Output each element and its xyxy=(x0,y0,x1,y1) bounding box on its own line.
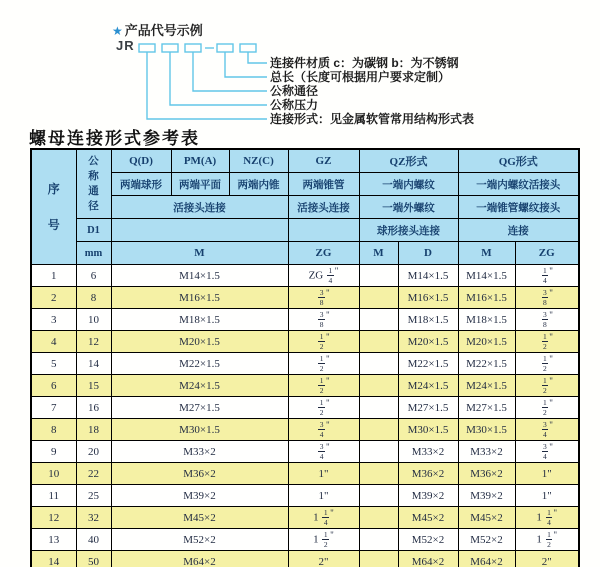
cell-no: 5 xyxy=(31,353,76,375)
cell-qzm xyxy=(359,331,398,353)
cell-dn: 15 xyxy=(76,375,111,397)
cell-no: 11 xyxy=(31,485,76,507)
cell-qgzg: $\frac{3}{4}$ " xyxy=(515,419,579,441)
table-body xyxy=(31,265,579,567)
table-row xyxy=(31,419,579,441)
cell-qzd: M33×2 xyxy=(398,441,458,463)
legend-label-length: 总长（长度可根据用户要求定制） xyxy=(270,70,451,84)
cell-qgm: M18×1.5 xyxy=(458,309,515,331)
cell-m: M27×1.5 xyxy=(111,397,288,419)
cell-m: M14×1.5 xyxy=(111,265,288,287)
header-mm: mm xyxy=(76,242,111,265)
cell-dn: 8 xyxy=(76,287,111,309)
cell-m: M22×1.5 xyxy=(111,353,288,375)
cell-no: 14 xyxy=(31,551,76,567)
cell-m: M36×2 xyxy=(111,463,288,485)
cell-qzm xyxy=(359,309,398,331)
table-row xyxy=(31,331,579,353)
cell-qzd: M45×2 xyxy=(398,507,458,529)
cell-qzm xyxy=(359,485,398,507)
cell-qgzg: 1 $\frac{1}{2}$ " xyxy=(515,529,579,551)
cell-dn: 16 xyxy=(76,397,111,419)
cell-qgzg: 1" xyxy=(515,485,579,507)
header-qz: QZ形式 xyxy=(359,149,458,173)
cell-gz: $\frac{1}{2}$ " xyxy=(288,375,359,397)
cell-no: 4 xyxy=(31,331,76,353)
cell-qgm: M30×1.5 xyxy=(458,419,515,441)
cell-no: 13 xyxy=(31,529,76,551)
cell-qzd: M14×1.5 xyxy=(398,265,458,287)
table-row xyxy=(31,551,579,567)
leader-line xyxy=(248,52,267,63)
leader-line xyxy=(225,52,267,77)
header-d1: D1 xyxy=(76,219,111,242)
cell-dn: 25 xyxy=(76,485,111,507)
cell-m: M16×1.5 xyxy=(111,287,288,309)
cell-qzm xyxy=(359,397,398,419)
cell-dn: 22 xyxy=(76,463,111,485)
header-qg-zg: ZG xyxy=(515,242,579,265)
header-seq: 序号 xyxy=(31,149,76,265)
cell-gz: $\frac{1}{2}$ " xyxy=(288,397,359,419)
leader-line xyxy=(147,52,267,119)
cell-no: 8 xyxy=(31,419,76,441)
header-pm-desc: 两端平面 xyxy=(171,173,229,196)
cell-dn: 32 xyxy=(76,507,111,529)
cell-no: 10 xyxy=(31,463,76,485)
cell-qgm: M27×1.5 xyxy=(458,397,515,419)
cell-qgm: M36×2 xyxy=(458,463,515,485)
table-row xyxy=(31,353,579,375)
cell-qzd: M36×2 xyxy=(398,463,458,485)
cell-qzm xyxy=(359,419,398,441)
legend-title-text: 产品代号示例 xyxy=(124,23,203,38)
cell-no: 7 xyxy=(31,397,76,419)
cell-qzm xyxy=(359,287,398,309)
cell-qgzg: 1" xyxy=(515,463,579,485)
cell-m: M20×1.5 xyxy=(111,331,288,353)
cell-qgzg: $\frac{1}{2}$ " xyxy=(515,375,579,397)
cell-qgzg: $\frac{1}{2}$ " xyxy=(515,397,579,419)
header-qg-m: M xyxy=(458,242,515,265)
cell-gz: $\frac{3}{8}$ " xyxy=(288,287,359,309)
cell-m: M45×2 xyxy=(111,507,288,529)
cell-dn: 20 xyxy=(76,441,111,463)
header-nz-desc: 两端内锥 xyxy=(229,173,288,196)
cell-gz: $\frac{3}{4}$ " xyxy=(288,419,359,441)
cell-dn: 14 xyxy=(76,353,111,375)
code-prefix: JR xyxy=(116,38,135,53)
header-pm: PM(A) xyxy=(171,149,229,173)
code-box-icon xyxy=(185,44,201,52)
cell-qzd: M64×2 xyxy=(398,551,458,567)
cell-qzd: M24×1.5 xyxy=(398,375,458,397)
cell-qzd: M20×1.5 xyxy=(398,331,458,353)
header-qz-desc2: 一端外螺纹 xyxy=(359,196,458,219)
legend-label-connection: 连接形式：见金属软管常用结构形式表 xyxy=(270,112,475,126)
cell-gz: 1" xyxy=(288,463,359,485)
table-row xyxy=(31,441,579,463)
legend-label-diameter: 公称通径 xyxy=(270,84,319,98)
cell-qzm xyxy=(359,529,398,551)
cell-qgm: M39×2 xyxy=(458,485,515,507)
table-row xyxy=(31,265,579,287)
cell-qzm xyxy=(359,551,398,567)
cell-m: M18×1.5 xyxy=(111,309,288,331)
legend-label-pressure: 公称压力 xyxy=(270,98,319,112)
header-union-connection: 活接头连接 xyxy=(111,196,288,219)
cell-qgm: M14×1.5 xyxy=(458,265,515,287)
table-row xyxy=(31,463,579,485)
cell-no: 9 xyxy=(31,441,76,463)
cell-qgm: M33×2 xyxy=(458,441,515,463)
leader-line xyxy=(193,52,267,91)
cell-qgm: M16×1.5 xyxy=(458,287,515,309)
leader-line xyxy=(170,52,267,105)
table-row xyxy=(31,309,579,331)
header-nominal-diameter: 公称通径 xyxy=(76,149,111,219)
cell-dn: 18 xyxy=(76,419,111,441)
table-row xyxy=(31,529,579,551)
cell-qgm: M22×1.5 xyxy=(458,353,515,375)
header-q-desc: 两端球形 xyxy=(111,173,171,196)
code-box-icon xyxy=(240,44,256,52)
cell-gz: ZG $\frac{1}{4}$ " xyxy=(288,265,359,287)
cell-m: M24×1.5 xyxy=(111,375,288,397)
cell-gz: 1" xyxy=(288,485,359,507)
cell-qzd: M16×1.5 xyxy=(398,287,458,309)
table-row xyxy=(31,507,579,529)
cell-qzd: M18×1.5 xyxy=(398,309,458,331)
header-qg-desc1: 一端内螺纹活接头 xyxy=(458,173,579,196)
star-icon: ★ xyxy=(112,24,123,38)
code-box-icon xyxy=(139,44,155,52)
cell-dn: 12 xyxy=(76,331,111,353)
cell-qzm xyxy=(359,463,398,485)
cell-qgzg: $\frac{1}{2}$ " xyxy=(515,353,579,375)
cell-dn: 50 xyxy=(76,551,111,567)
cell-qgm: M52×2 xyxy=(458,529,515,551)
cell-qzm xyxy=(359,353,398,375)
header-qz-connection: 球形接头连接 xyxy=(359,219,458,242)
table-row xyxy=(31,375,579,397)
header-empty xyxy=(288,219,359,242)
header-qz-m: M xyxy=(359,242,398,265)
header-empty xyxy=(111,219,288,242)
header-gz: GZ xyxy=(288,149,359,173)
cell-qgm: M64×2 xyxy=(458,551,515,567)
cell-qzd: M30×1.5 xyxy=(398,419,458,441)
cell-qzm xyxy=(359,375,398,397)
header-qz-d: D xyxy=(398,242,458,265)
code-box-icon xyxy=(162,44,178,52)
header-qz-desc1: 一端内螺纹 xyxy=(359,173,458,196)
cell-qgzg: $\frac{1}{4}$ " xyxy=(515,265,579,287)
cell-m: M39×2 xyxy=(111,485,288,507)
cell-gz: 2" xyxy=(288,551,359,567)
cell-gz: $\frac{1}{2}$ " xyxy=(288,331,359,353)
cell-gz: $\frac{3}{8}$ " xyxy=(288,309,359,331)
table-row xyxy=(31,485,579,507)
header-m: M xyxy=(111,242,288,265)
cell-m: M52×2 xyxy=(111,529,288,551)
cell-m: M33×2 xyxy=(111,441,288,463)
cell-qgzg: $\frac{3}{8}$ " xyxy=(515,287,579,309)
code-box-icon xyxy=(217,44,233,52)
cell-no: 12 xyxy=(31,507,76,529)
cell-no: 6 xyxy=(31,375,76,397)
cell-no: 3 xyxy=(31,309,76,331)
cell-dn: 40 xyxy=(76,529,111,551)
cell-qgm: M20×1.5 xyxy=(458,331,515,353)
cell-qgzg: $\frac{3}{8}$ " xyxy=(515,309,579,331)
cell-qgm: M45×2 xyxy=(458,507,515,529)
cell-qgzg: $\frac{3}{4}$ " xyxy=(515,441,579,463)
cell-qzd: M22×1.5 xyxy=(398,353,458,375)
header-gz-desc: 两端锥管 xyxy=(288,173,359,196)
cell-qgzg: $\frac{1}{2}$ " xyxy=(515,331,579,353)
header-q: Q(D) xyxy=(111,149,171,173)
cell-qgzg: 1 $\frac{1}{4}$ " xyxy=(515,507,579,529)
table-title: 螺母连接形式参考表 xyxy=(29,129,200,148)
cell-qzm xyxy=(359,507,398,529)
nut-connection-table xyxy=(30,148,580,567)
header-zg: ZG xyxy=(288,242,359,265)
header-qg: QG形式 xyxy=(458,149,579,173)
cell-dn: 6 xyxy=(76,265,111,287)
header-qg-desc2: 一端锥管螺纹接头 xyxy=(458,196,579,219)
header-qg-connection: 连接 xyxy=(458,219,579,242)
cell-qzd: M39×2 xyxy=(398,485,458,507)
cell-qzd: M27×1.5 xyxy=(398,397,458,419)
cell-m: M30×1.5 xyxy=(111,419,288,441)
header-nz: NZ(C) xyxy=(229,149,288,173)
cell-no: 2 xyxy=(31,287,76,309)
cell-gz: 1 $\frac{1}{2}$ " xyxy=(288,529,359,551)
cell-gz: 1 $\frac{1}{4}$ " xyxy=(288,507,359,529)
legend-label-material: 连接件材质 c：为碳钢 b：为不锈钢 xyxy=(270,56,459,70)
cell-qzd: M52×2 xyxy=(398,529,458,551)
cell-qgzg: 2" xyxy=(515,551,579,567)
header-gz-connection: 活接头连接 xyxy=(288,196,359,219)
table-row xyxy=(31,287,579,309)
cell-qzm xyxy=(359,265,398,287)
table-header xyxy=(31,149,579,265)
cell-gz: $\frac{3}{4}$ " xyxy=(288,441,359,463)
table-row xyxy=(31,397,579,419)
cell-no: 1 xyxy=(31,265,76,287)
cell-qgm: M24×1.5 xyxy=(458,375,515,397)
cell-gz: $\frac{1}{2}$ " xyxy=(288,353,359,375)
cell-m: M64×2 xyxy=(111,551,288,567)
cell-qzm xyxy=(359,441,398,463)
cell-dn: 10 xyxy=(76,309,111,331)
